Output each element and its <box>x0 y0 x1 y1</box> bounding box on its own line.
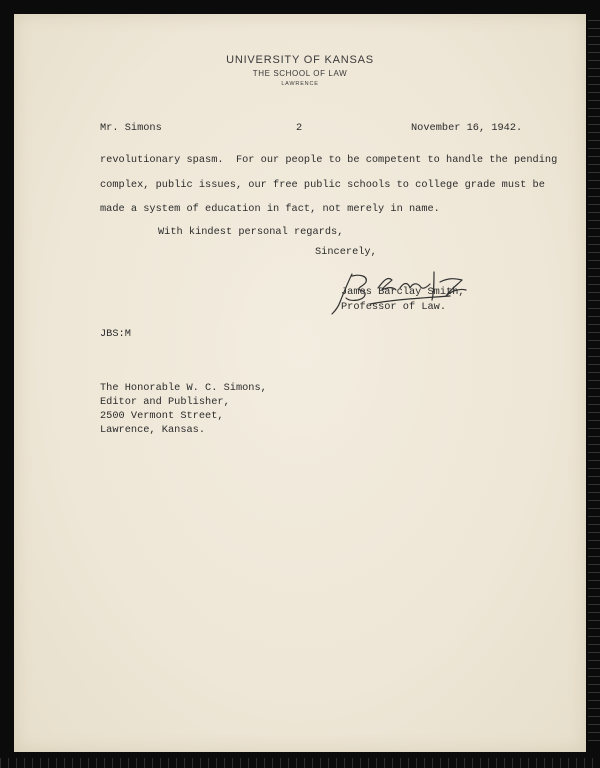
letterhead-university: UNIVERSITY OF KANSAS <box>226 54 374 66</box>
header-recipient: Mr. Simons <box>100 122 162 134</box>
signer-title: Professor of Law. <box>341 301 447 313</box>
letterhead <box>0 54 600 87</box>
signature-stroke <box>378 278 396 290</box>
address-line: Lawrence, Kansas. <box>100 424 206 436</box>
scale-ruler-right <box>588 20 600 748</box>
body-line: made a system of education in fact, not merely in name. <box>100 203 440 215</box>
signature-stroke <box>370 296 450 304</box>
letterhead-city: LAWRENCE <box>281 81 319 87</box>
letterhead-school: THE SCHOOL OF LAW <box>252 69 348 78</box>
signer-name: James Barclay Smith, <box>341 286 465 298</box>
closing-sincerely: Sincerely, <box>315 246 377 258</box>
signature-stroke <box>432 272 434 300</box>
bleed-through-shadow <box>160 470 400 620</box>
typist-initials: JBS:M <box>100 328 131 340</box>
header-page-number: 2 <box>296 122 303 134</box>
signature-stroke <box>440 279 466 296</box>
signature-stroke <box>332 274 352 314</box>
body-line: complex, public issues, our free public schools to college grade must be <box>100 179 545 191</box>
header-date: November 16, 1942. <box>411 122 523 134</box>
scale-ruler-bottom <box>0 758 600 768</box>
address-line: Editor and Publisher, <box>100 396 230 408</box>
body-line: revolutionary spasm. For our people to be competent to handle the pending <box>100 154 558 166</box>
handwritten-signature <box>330 268 475 318</box>
address-line: 2500 Vermont Street, <box>100 410 224 422</box>
closing-regards: With kindest personal regards, <box>158 226 344 238</box>
signature-stroke <box>400 284 430 289</box>
address-line: The Honorable W. C. Simons, <box>100 382 267 394</box>
